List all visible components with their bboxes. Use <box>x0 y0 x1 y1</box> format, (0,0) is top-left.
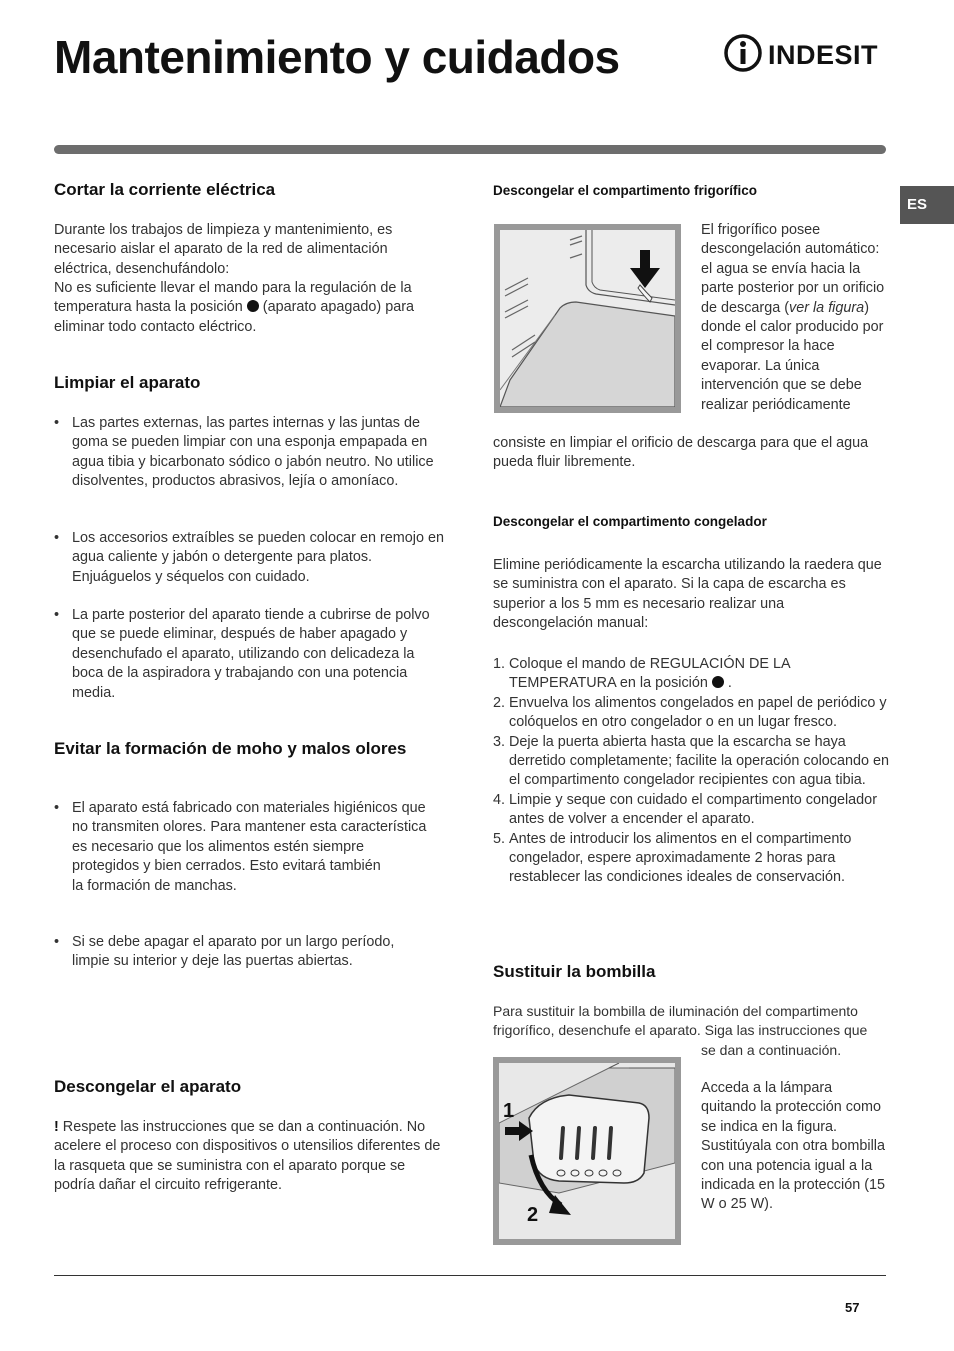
paragraph-bombilla-1b: se dan a continuación. <box>701 1042 842 1058</box>
page-title: Mantenimiento y cuidados <box>54 31 620 83</box>
page-number: 57 <box>845 1300 860 1315</box>
indesit-logo <box>724 32 889 74</box>
paragraph-cortar-2a: No es suficiente llevar el mando para la regulación de la temperatura hasta la posición <box>54 280 412 316</box>
off-position-icon <box>712 676 724 688</box>
heading-descongelar-frigorifico: Descongelar el compartimento frigorífico <box>493 183 758 198</box>
paragraph-frigorifico-side: El frigorífico posee descongelación automático: el agua se envía hacia la parte posterior por un orificio de descarga (ver la figura) donde el calor producido por el compresor la hace evaporar. La única intervención que se debe realizar periódicamente <box>701 222 885 413</box>
heading-descongelar-congelador: Descongelar el compartimento congelador <box>493 514 767 529</box>
paragraph-cortar-2b: (aparato apagado) para eliminar todo contacto eléctrico. <box>54 299 415 335</box>
paragraph-descongelar: ! Respete las instrucciones que se dan a continuación. No acelere el proceso con dispositivos o utensilios diferentes de la rasqueta que se suministra con el aparato porque se podría dañar el circuito refrigerante. <box>54 1119 441 1194</box>
bullet-limpiar-3: • La parte posterior del aparato tiende a cubrirse de polvo que se puede eliminar, después de haber apagado y desenchufado el aparato, utilizando con delicadeza la boca de la aspiradora y trabajando con una potencia media. <box>54 607 430 701</box>
fridge-interior-illustration <box>500 230 675 407</box>
list-item: 4. Limpie y seque con cuidado el compartimento congelador antes de volver a encender el aparato. <box>493 791 877 828</box>
warning-mark: ! <box>54 1119 59 1135</box>
figure-lamp-cover <box>493 1057 681 1245</box>
heading-sustituir-bombilla: Sustituir la bombilla <box>493 962 656 981</box>
heading-limpiar-aparato: Limpiar el aparato <box>54 373 201 392</box>
bullet-moho-1: • El aparato está fabricado con materiales higiénicos que no transmiten olores. Para mantener esta característica es necesario que los alimentos estén siempre protegidos y bien cerrados. Esto evitará también la formación de manchas. <box>54 800 427 894</box>
language-tab: ES <box>900 186 954 224</box>
off-position-icon <box>247 300 259 312</box>
paragraph-cortar-2 <box>54 279 449 337</box>
paragraph-bombilla-1a: Para sustituir la bombilla de iluminación del compartimento frigorífico, desenchufe el aparato. Siga las instrucciones que <box>493 1003 868 1039</box>
list-item: 1. Coloque el mando de REGULACIÓN DE LA TEMPERATURA en la posición . <box>493 656 790 692</box>
bullet-limpiar-2: • Los accesorios extraíbles se pueden colocar en remojo en agua caliente y jabón o detergente para platos. Enjuáguelos y séquelos con cuidado. <box>54 530 444 585</box>
list-item: 5. Antes de introducir los alimentos en el compartimento congelador, espere aproximadamente 2 horas para restablecer las condiciones ideales de conservación. <box>493 830 852 886</box>
paragraph-cortar-1: Durante los trabajos de limpieza y mantenimiento, es necesario aislar el aparato de la red de alimentación eléctrica, desenchufándolo: <box>54 222 393 277</box>
heading-cortar-corriente: Cortar la corriente eléctrica <box>54 180 276 199</box>
bullet-limpiar-1: • Las partes externas, las partes internas y las juntas de goma se pueden limpiar con una esponja empapada en agua tibia y bicarbonato sódico o jabón neutro. No utilice disolventes, productos abrasivos, lejía o amoníaco. <box>54 415 434 490</box>
defrost-steps-list <box>493 655 893 888</box>
paragraph-frigorifico-full: consiste en limpiar el orificio de descarga para que el agua pueda fluir libremente. <box>493 435 869 471</box>
header-rule <box>54 145 886 154</box>
bullet-moho-2: • Si se debe apagar el aparato por un largo período, limpie su interior y deje las puertas abiertas. <box>54 934 395 970</box>
figure-label-1: 1 <box>503 1100 515 1122</box>
figure-drain-hole <box>494 224 681 413</box>
paragraph-bombilla-2: Acceda a la lámpara quitando la protección como se indica en la figura. Sustitúyala con otra bombilla con una potencia igual a la indicada en la protección (15 W o 25 W). <box>701 1080 886 1213</box>
heading-evitar-moho: Evitar la formación de moho y malos olores <box>54 739 407 758</box>
footer-rule <box>54 1275 886 1276</box>
paragraph-congelador: Elimine periódicamente la escarcha utilizando la raedera que se suministra con el aparato. Si la capa de escarcha es superior a los 5 mm es necesario realizar una descongelación manual: <box>493 557 882 632</box>
figure-label-2: 2 <box>527 1204 539 1226</box>
heading-descongelar-aparato: Descongelar el aparato <box>54 1077 242 1096</box>
list-item: 3. Deje la puerta abierta hasta que la escarcha se haya derretido completamente; facilite la operación colocando en el compartimento congelador recipientes con agua tibia. <box>493 733 889 789</box>
list-item: 2. Envuelva los alimentos congelados en papel de periódico y colóquelos en otro congelador o en un lugar fresco. <box>493 694 887 731</box>
lamp-cover-illustration <box>499 1063 675 1239</box>
brand-text: INDESIT <box>768 40 879 70</box>
